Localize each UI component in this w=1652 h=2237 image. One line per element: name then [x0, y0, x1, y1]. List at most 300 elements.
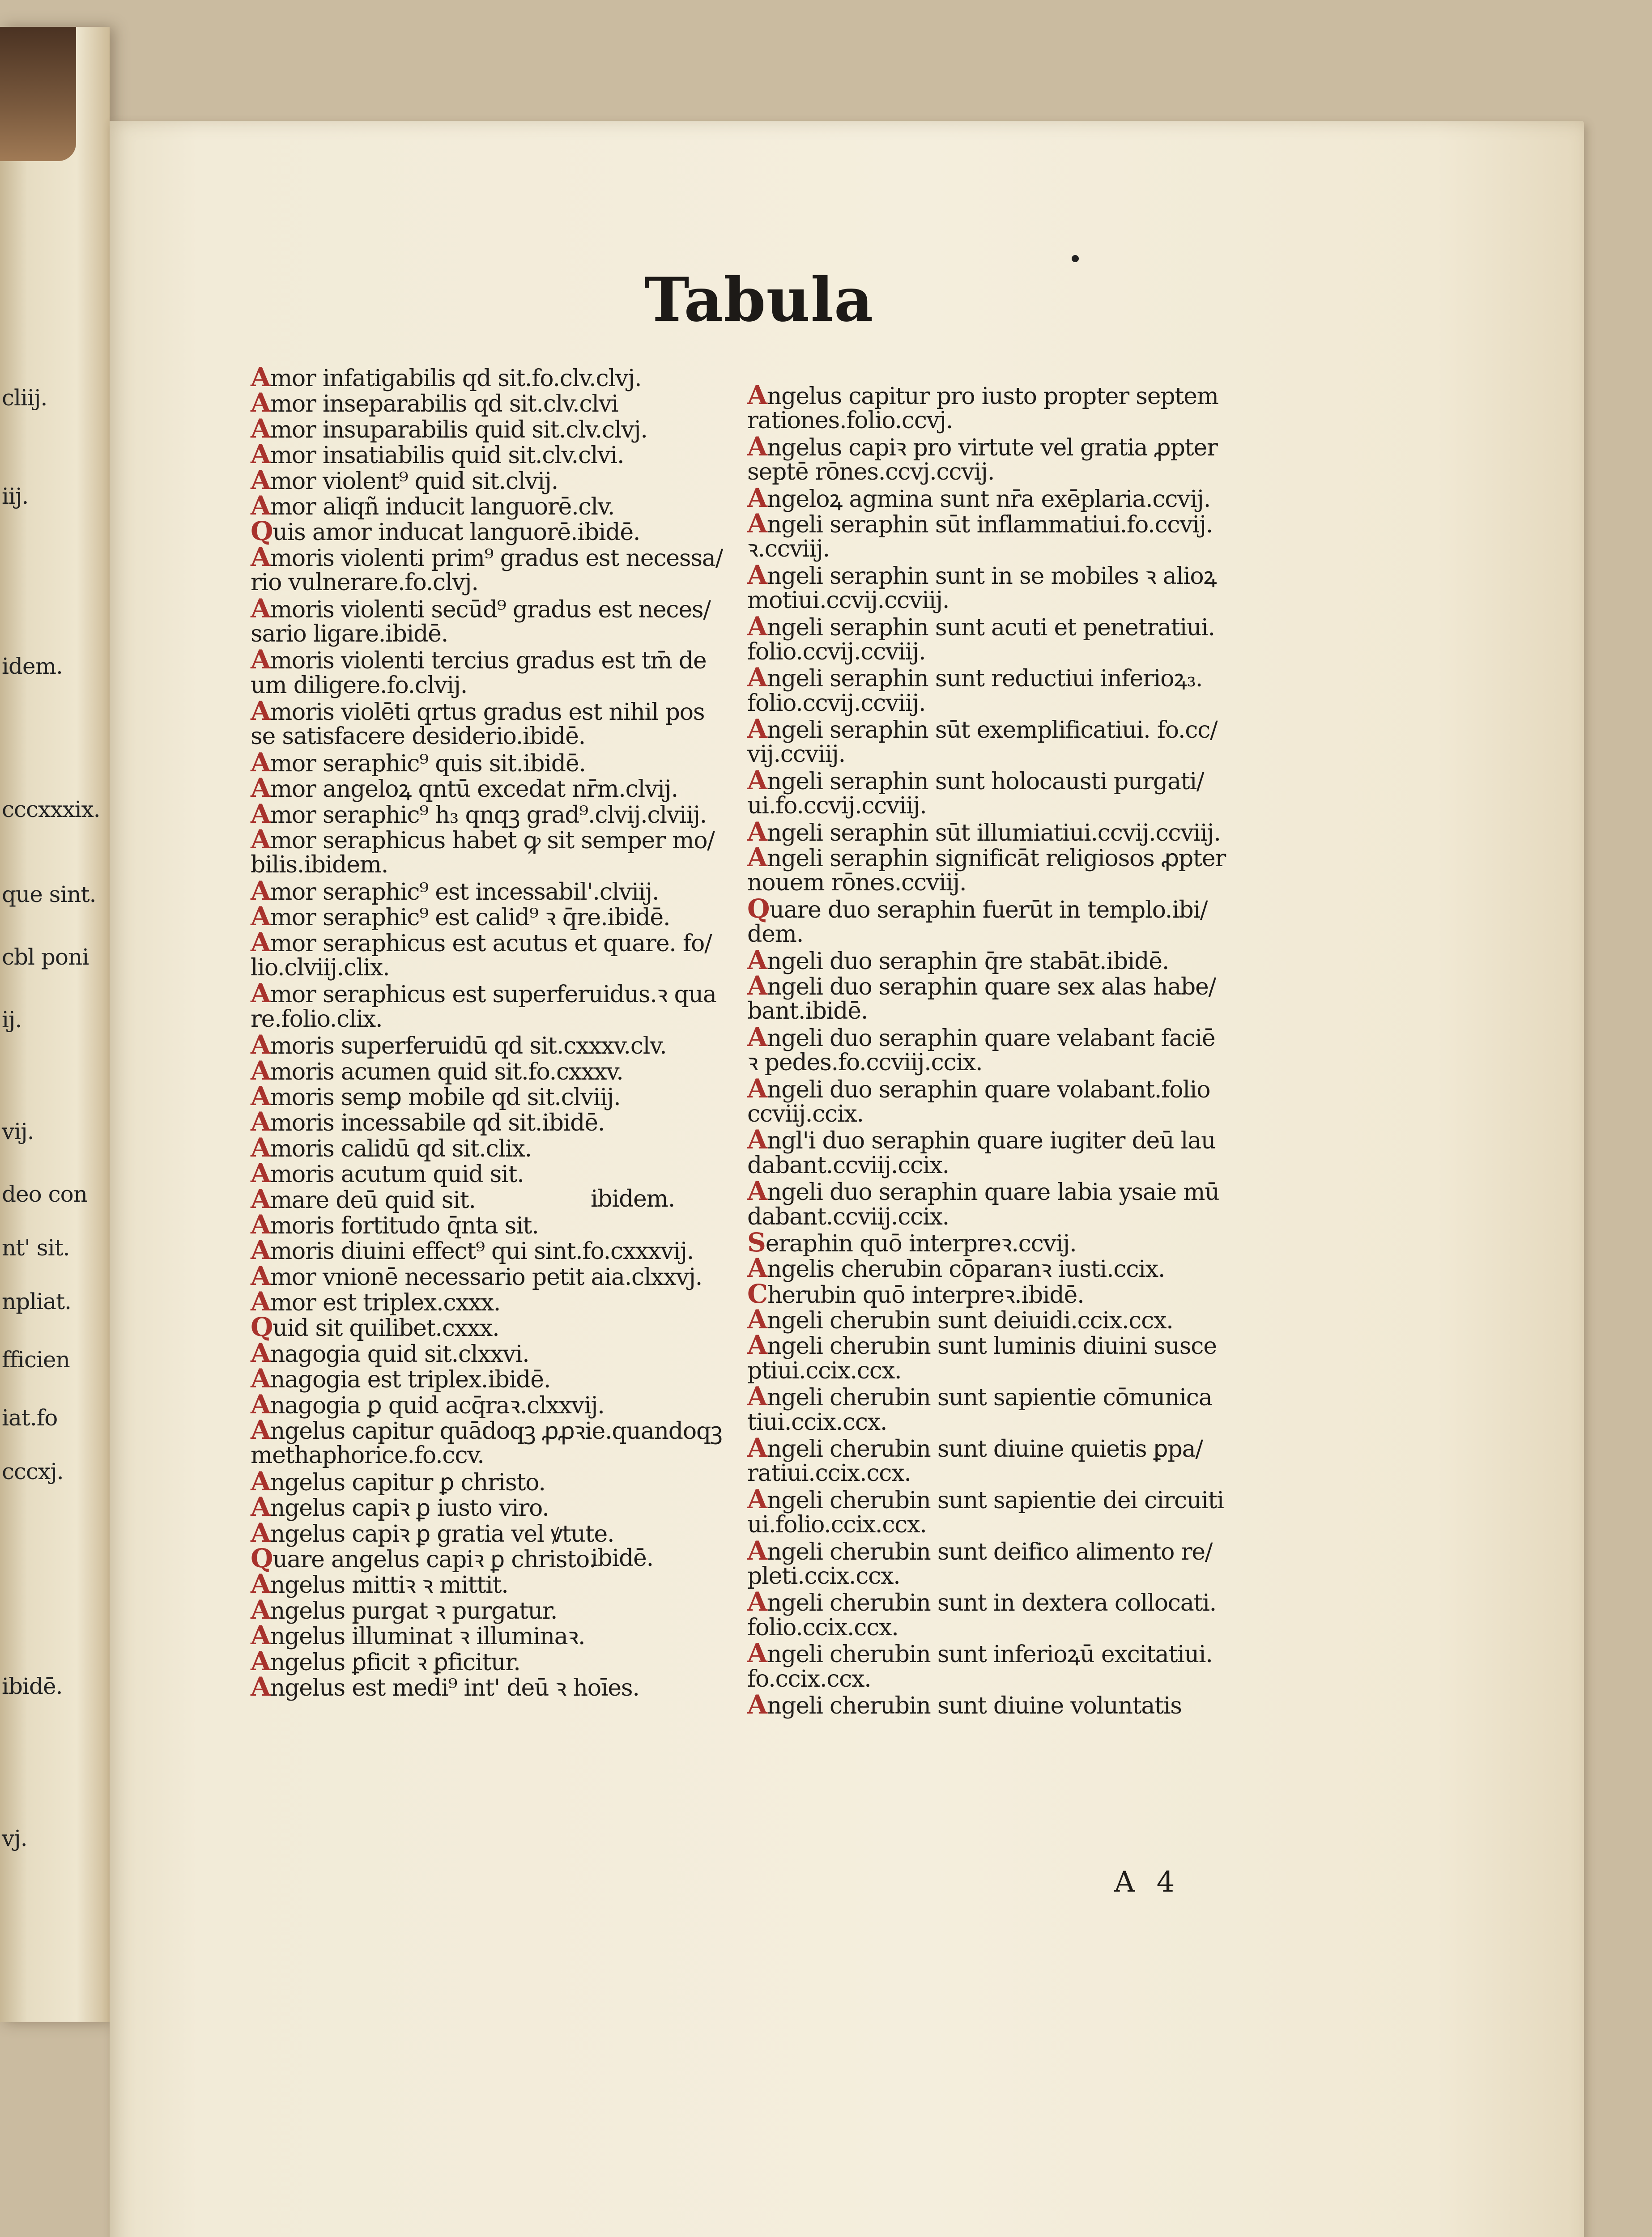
rubricated-initial: A — [251, 1492, 270, 1523]
index-entry — [747, 691, 1257, 716]
ink-dot — [1072, 255, 1079, 262]
index-entry — [251, 927, 747, 957]
index-entry — [251, 955, 747, 981]
rubricated-initial: A — [747, 1586, 767, 1617]
rubricated-initial: A — [251, 1080, 270, 1111]
rubricated-initial: A — [747, 380, 767, 410]
entry-text: dabant.ccviij.ccix. — [747, 1203, 949, 1230]
index-entry — [747, 922, 1257, 947]
left-page-fragment: idem. — [2, 653, 63, 679]
rubricated-initial: A — [251, 362, 270, 392]
entry-text: ngelis cherubin cōparanꝛ iusti.ccix. — [766, 1256, 1165, 1283]
entry-text: ngeloꝝ agmina sunt nr̄a exēplaria.ccvij. — [766, 485, 1211, 513]
index-entry — [747, 1535, 1257, 1566]
rubricated-initial: Q — [747, 893, 770, 924]
entry-text: rationes.folio.ccvj. — [747, 407, 953, 434]
index-entry — [251, 362, 747, 392]
entry-text: folio.ccvij.ccviij. — [747, 689, 926, 717]
entry-text: mor aliqñ inducit languorē.clv. — [270, 493, 615, 520]
rubricated-initial: S — [747, 1227, 766, 1258]
entry-text: moris violenti secūd⁹ gradus est neces/ — [270, 596, 711, 623]
index-entry — [747, 1176, 1257, 1207]
index-entry — [251, 1080, 747, 1111]
rubricated-initial: A — [747, 1484, 767, 1514]
left-page-fragment: vij. — [2, 1118, 34, 1144]
index-entry — [251, 593, 747, 624]
entry-text: ngelus capiꝛ ꝑ gratia vel ꝟtute. — [270, 1520, 614, 1548]
index-entry — [747, 1101, 1257, 1127]
entry-text: moris violēti qrtus gradus est nihil pos — [270, 699, 705, 726]
rubricated-initial: A — [251, 824, 270, 855]
index-entry — [251, 1337, 747, 1368]
index-entry — [747, 1124, 1257, 1155]
index-entry — [251, 673, 747, 698]
rubricated-initial: A — [251, 696, 270, 727]
index-entry — [747, 1358, 1257, 1384]
rubricated-initial: A — [251, 1235, 270, 1266]
entry-text: tiui.ccix.ccx. — [747, 1408, 887, 1436]
index-entry — [747, 662, 1257, 693]
entry-text: ngeli seraphin sūt exemplificatiui. fo.cc/ — [766, 717, 1218, 744]
entry-text: moris diuini effect⁹ qui sint.fo.cxxxvij. — [270, 1238, 694, 1265]
rubricated-initial: A — [747, 559, 767, 590]
entry-text: mor seraphic⁹ est incessabil'.clviij. — [270, 878, 659, 906]
entry-text: mor insatiabilis quid sit.clv.clvi. — [270, 442, 624, 469]
rubricated-initial: A — [251, 1389, 270, 1420]
entry-text: ngeli duo seraphin quare labia ysaie mū — [766, 1179, 1219, 1206]
index-entry — [251, 1571, 747, 1597]
rubricated-initial: A — [251, 1363, 270, 1394]
entry-text: nagogia ꝑ quid acq̄raꝛ.clxxvij. — [270, 1392, 605, 1419]
index-entry — [251, 570, 747, 595]
index-entry — [747, 611, 1257, 642]
rubricated-initial: A — [251, 1337, 270, 1368]
entry-text: lio.clviij.clix. — [251, 954, 390, 981]
rubricated-initial: A — [747, 662, 767, 693]
index-entry — [747, 380, 1257, 410]
entry-text: ngelus mittiꝛ ꝛ mittit. — [270, 1572, 508, 1599]
entry-text: bant.ibidē. — [747, 998, 868, 1025]
entry-text: ngeli cherubin sunt diuine quietis ꝑpa/ — [766, 1436, 1203, 1463]
entry-text: dabant.ccviij.ccix. — [747, 1152, 949, 1179]
index-entry — [747, 1153, 1257, 1178]
entry-text: ngeli cherubin sunt inferioꝝū excitatiui. — [766, 1641, 1213, 1668]
index-entry — [251, 1029, 747, 1060]
left-page-fragment: iij. — [2, 483, 29, 509]
rubricated-initial: A — [747, 482, 767, 513]
index-entry — [747, 408, 1257, 434]
index-entry — [747, 1638, 1257, 1669]
index-entry — [251, 724, 747, 749]
entry-text: pleti.ccix.ccx. — [747, 1562, 900, 1590]
rubricated-initial: A — [747, 1433, 767, 1463]
index-entry — [747, 508, 1257, 539]
entry-text: ptiui.ccix.ccx. — [747, 1357, 902, 1384]
rubricated-initial: A — [251, 1029, 270, 1060]
index-entry — [747, 559, 1257, 590]
rubricated-initial: A — [747, 1689, 767, 1720]
index-entry — [747, 1381, 1257, 1412]
rubricated-initial: A — [747, 1124, 767, 1155]
entry-text: sario ligare.ibidē. — [251, 620, 448, 647]
left-page-fragment: nt' sit. — [2, 1235, 70, 1261]
index-entry — [251, 644, 747, 675]
rubricated-initial: A — [251, 1286, 270, 1317]
index-entry — [747, 639, 1257, 665]
rubricated-initial: A — [747, 508, 767, 539]
entry-text: mor infatigabilis qd sit.fo.clv.clvj. — [270, 365, 642, 392]
index-entry — [251, 516, 747, 547]
index-entry — [251, 1132, 747, 1163]
rubricated-initial: A — [747, 714, 767, 744]
rubricated-initial: A — [747, 1176, 767, 1207]
index-entry — [747, 1586, 1257, 1617]
entry-text: moris superferuidū qd sit.cxxxv.clv. — [270, 1033, 667, 1060]
index-entry — [251, 1007, 747, 1032]
index-entry — [251, 1286, 747, 1317]
entry-text: ngeli seraphin sunt holocausti purgati/ — [766, 768, 1204, 795]
entry-text: ccviij.ccix. — [747, 1100, 864, 1127]
entry-text: ꝛ.ccviij. — [747, 536, 830, 563]
rubricated-initial: A — [251, 1620, 270, 1651]
entry-text: mor violent⁹ quid sit.clvij. — [270, 468, 558, 495]
index-entry — [251, 1671, 747, 1702]
rubricated-initial: A — [747, 611, 767, 642]
rubricated-initial: A — [747, 1021, 767, 1052]
entry-text: uis amor inducat languorē.ibidē. — [272, 519, 640, 546]
rubricated-initial: A — [747, 765, 767, 795]
entry-text: ngeli duo seraphin quare volabant.folio — [766, 1076, 1210, 1103]
index-entry — [251, 1235, 747, 1266]
rubricated-initial: A — [747, 431, 767, 462]
book-spine — [0, 27, 76, 161]
entry-text: ngelus capitur pro iusto propter septem — [766, 383, 1218, 410]
index-column-left — [251, 362, 747, 1702]
entry-text: ngeli seraphin sūt inflammatiui.fo.ccvij. — [766, 511, 1213, 538]
entry-text: nagogia quid sit.clxxvi. — [270, 1340, 529, 1368]
index-column-right — [747, 380, 1257, 1720]
entry-text: ngeli seraphin significāt religiosos ꝓpter — [766, 845, 1226, 872]
entry-text: nagogia est triplex.ibidē. — [270, 1366, 551, 1394]
rubricated-initial: A — [747, 1381, 767, 1412]
rubricated-initial: A — [747, 816, 767, 847]
entry-text: ngeli cherubin sunt in dextera collocati. — [766, 1590, 1216, 1617]
entry-text: dem. — [747, 921, 804, 948]
entry-text: mor angeloꝝ qntū excedat nr̄m.clvij. — [270, 776, 678, 803]
entry-text: ꝛ pedes.fo.ccviij.ccix. — [747, 1049, 983, 1076]
entry-text: bilis.ibidem. — [251, 851, 388, 879]
index-entry — [747, 536, 1257, 562]
entry-text: methaphorice.fo.ccv. — [251, 1442, 484, 1469]
rubricated-initial: A — [251, 1594, 270, 1625]
index-entry — [747, 1667, 1257, 1692]
index-entry — [251, 1646, 747, 1676]
rubricated-initial: A — [251, 593, 270, 624]
left-page-fragment: ibidē. — [2, 1673, 63, 1699]
index-entry — [251, 1594, 747, 1625]
rubricated-initial: A — [747, 1638, 767, 1669]
rubricated-initial: Q — [251, 1543, 273, 1574]
entry-text: septē rōnes.ccvj.ccvij. — [747, 459, 995, 486]
left-page-fragment: que sint. — [2, 881, 96, 907]
left-page-fragment: iat.fo — [2, 1405, 58, 1431]
index-entry — [251, 1517, 747, 1548]
entry-text: mor seraphicus est superferuidus.ꝛ qua — [270, 981, 716, 1008]
index-entry — [747, 742, 1257, 767]
rubricated-initial: A — [251, 644, 270, 675]
rubricated-initial: A — [251, 1183, 270, 1214]
index-entry — [251, 1158, 747, 1189]
left-page-fragment: cccxj. — [2, 1459, 64, 1484]
left-page-fragment: cccxxxix. — [2, 796, 100, 822]
rubricated-initial: A — [747, 842, 767, 873]
index-entry — [747, 1227, 1257, 1258]
rubricated-initial: A — [251, 1158, 270, 1189]
entry-reference: ibidem. — [591, 1185, 675, 1212]
index-entry — [251, 1055, 747, 1086]
rubricated-initial: A — [251, 1055, 270, 1086]
index-entry — [747, 1330, 1257, 1361]
index-entry — [251, 1620, 747, 1651]
entry-text: mor est triplex.cxxx. — [270, 1289, 501, 1317]
index-entry — [747, 1564, 1257, 1589]
index-entry — [251, 387, 747, 418]
index-entry — [747, 1073, 1257, 1104]
entry-text: ngelus est medi⁹ int' deū ꝛ hoīes. — [270, 1674, 639, 1701]
entry-text: folio.ccvij.ccviij. — [747, 638, 926, 665]
entry-reference: ibidē. — [591, 1544, 653, 1572]
rubricated-initial: A — [251, 1569, 270, 1599]
entry-text: moris incessabile qd sit.ibidē. — [270, 1110, 605, 1137]
entry-text: ngeli cherubin sunt sapientie cōmunica — [766, 1384, 1212, 1412]
index-entry — [251, 439, 747, 470]
rubricated-initial: A — [251, 464, 270, 495]
index-entry — [251, 1183, 747, 1214]
entry-text: eraphin quō interpreꝛ.ccvij. — [765, 1230, 1077, 1257]
rubricated-initial: A — [251, 927, 270, 957]
rubricated-initial: A — [747, 1535, 767, 1566]
index-entry — [747, 1278, 1257, 1309]
index-entry — [251, 464, 747, 495]
index-entry — [747, 431, 1257, 462]
rubricated-initial: A — [747, 1304, 767, 1335]
entry-text: rio vulnerare.fo.clvj. — [251, 569, 478, 596]
entry-text: se satisfacere desiderio.ibidē. — [251, 723, 585, 750]
entry-text: ngelus capitur ꝑ christo. — [270, 1469, 545, 1496]
index-entry — [747, 1253, 1257, 1284]
entry-text: ngeli duo seraphin quare sex alas habe/ — [766, 973, 1216, 1000]
entry-text: moris calidū qd sit.clix. — [270, 1135, 532, 1162]
rubricated-initial: A — [747, 970, 767, 1001]
index-entry — [251, 1312, 747, 1343]
index-entry — [251, 1209, 747, 1240]
entry-text: mare deū quid sit. — [270, 1187, 476, 1214]
rubricated-initial: A — [251, 1517, 270, 1548]
index-entry — [251, 696, 747, 727]
entry-text: ratiui.ccix.ccx. — [747, 1460, 911, 1487]
index-entry — [747, 970, 1257, 1001]
entry-text: ngelus illuminat ꝛ illuminaꝛ. — [270, 1623, 585, 1650]
rubricated-initial: A — [251, 490, 270, 521]
index-entry — [251, 490, 747, 521]
left-page-fragment: cliij. — [2, 385, 47, 411]
rubricated-initial: A — [251, 541, 270, 572]
index-entry — [747, 1410, 1257, 1435]
entry-text: ngeli seraphin sunt acuti et penetratiui. — [766, 614, 1215, 641]
index-entry — [747, 944, 1257, 975]
entry-text: ngeli seraphin sunt in se mobiles ꝛ alioꝝ — [766, 562, 1217, 590]
entry-text: moris fortitudo q̄nta sit. — [270, 1212, 539, 1239]
entry-text: nouem rōnes.ccviij. — [747, 869, 967, 897]
entry-text: mor seraphicus est acutus et quare. fo/ — [270, 930, 712, 957]
entry-text: ngelus purgat ꝛ purgatur. — [270, 1597, 558, 1625]
rubricated-initial: A — [251, 1106, 270, 1137]
index-entry — [251, 1415, 747, 1446]
index-entry — [747, 716, 1257, 742]
index-entry — [251, 541, 747, 572]
entry-text: uare duo seraphin fuerūt in templo.ibi/ — [769, 896, 1208, 923]
rubricated-initial: A — [251, 1415, 270, 1446]
entry-text: moris violenti tercius gradus est tm̄ de — [270, 647, 707, 675]
rubricated-initial: A — [251, 773, 270, 804]
entry-text: mor vnionē necessario petit aia.clxxvj. — [270, 1263, 703, 1291]
index-entry — [747, 459, 1257, 485]
entry-text: um diligere.fo.clvij. — [251, 672, 468, 699]
index-entry — [747, 1484, 1257, 1514]
index-entry — [251, 901, 747, 932]
entry-text: mor insuparabilis quid sit.clv.clvj. — [270, 416, 647, 443]
entry-text: ui.folio.ccix.ccx. — [747, 1511, 927, 1539]
rubricated-initial: A — [251, 1671, 270, 1702]
entry-text: vij.ccviij. — [747, 741, 845, 768]
index-entry — [747, 842, 1257, 873]
index-entry — [251, 1443, 747, 1468]
entry-text: moris acutum quid sit. — [270, 1161, 524, 1188]
index-entry — [251, 1543, 747, 1574]
entry-text: motiui.ccvij.ccviij. — [747, 587, 949, 614]
entry-text: mor seraphic⁹ h₃ qnqꝫ grad⁹.clvij.clviij. — [270, 801, 707, 829]
entry-text: ngeli duo seraphin q̄re stabāt.ibidē. — [766, 948, 1169, 975]
index-entry — [747, 1050, 1257, 1076]
index-entry — [747, 1512, 1257, 1538]
rubricated-initial: A — [251, 413, 270, 444]
left-page-fragment: ij. — [2, 1007, 22, 1033]
index-entry — [251, 875, 747, 906]
rubricated-initial: Q — [251, 1312, 273, 1343]
entry-text: folio.ccix.ccx. — [747, 1614, 898, 1641]
index-entry — [747, 1204, 1257, 1230]
index-entry — [251, 413, 747, 444]
index-entry — [747, 1021, 1257, 1052]
rubricated-initial: A — [251, 978, 270, 1009]
rubricated-initial: A — [251, 1466, 270, 1497]
index-entry — [747, 1461, 1257, 1486]
rubricated-initial: A — [251, 1132, 270, 1163]
index-entry — [747, 765, 1257, 795]
index-entry — [747, 816, 1257, 847]
entry-text: ngeli duo seraphin quare velabant faciē — [766, 1025, 1215, 1052]
entry-text: ngelus capitur quādoqꝫ ꝓꝓꝛie.quandoqꝫ — [270, 1418, 722, 1445]
rubricated-initial: A — [251, 747, 270, 778]
entry-text: ngeli cherubin sunt diuine voluntatis — [766, 1692, 1182, 1719]
rubricated-initial: A — [251, 387, 270, 418]
entry-text: mor seraphic⁹ quis sit.ibidē. — [270, 750, 586, 777]
entry-text: ngelus capiꝛ ꝑ iusto viro. — [270, 1495, 549, 1522]
entry-text: ngelus ꝑficit ꝛ ꝑficitur. — [270, 1649, 520, 1676]
rubricated-initial: A — [251, 875, 270, 906]
entry-text: ngelus capiꝛ pro virtute vel gratia ꝓpter — [766, 434, 1218, 461]
entry-text: ngeli cherubin sunt luminis diuini susce — [766, 1333, 1217, 1360]
signature-mark: A 4 — [1114, 1866, 1181, 1899]
index-entry — [747, 1689, 1257, 1720]
entry-text: moris semꝑ mobile qd sit.clviij. — [270, 1084, 621, 1111]
index-entry — [251, 621, 747, 647]
rubricated-initial: A — [747, 944, 767, 975]
left-page-fragment: deo con — [2, 1181, 87, 1207]
entry-text: herubin quō interpreꝛ.ibidē. — [767, 1281, 1084, 1309]
index-entry — [251, 1363, 747, 1394]
index-entry — [747, 870, 1257, 896]
entry-text: moris violenti prim⁹ gradus est necessa/ — [270, 544, 723, 572]
previous-page-edge — [0, 27, 110, 2022]
entry-text: uid sit quilibet.cxxx. — [272, 1315, 499, 1342]
entry-text: ngeli cherubin sunt sapientie dei circuiti — [766, 1487, 1224, 1514]
entry-text: ngeli cherubin sunt deiuidi.ccix.ccx. — [766, 1307, 1173, 1335]
index-entry — [251, 1260, 747, 1291]
index-entry — [251, 773, 747, 804]
rubricated-initial: A — [251, 439, 270, 470]
entry-text: ui.fo.ccvij.ccviij. — [747, 792, 927, 820]
index-entry — [747, 482, 1257, 513]
page-title: Tabula — [644, 264, 874, 335]
rubricated-initial: A — [251, 798, 270, 829]
index-entry — [251, 1389, 747, 1420]
entry-text: re.folio.clix. — [251, 1005, 383, 1033]
rubricated-initial: A — [251, 901, 270, 932]
index-entry — [747, 893, 1257, 924]
index-entry — [251, 798, 747, 829]
entry-text: mor seraphic⁹ est calid⁹ ꝛ q̄re.ibidē. — [270, 904, 670, 931]
index-entry — [747, 1435, 1257, 1461]
left-page-fragment: vj. — [2, 1825, 27, 1851]
rubricated-initial: A — [747, 1330, 767, 1361]
index-entry — [251, 747, 747, 778]
index-entry — [747, 1615, 1257, 1641]
rubricated-initial: Q — [251, 516, 273, 547]
index-entry — [251, 1492, 747, 1523]
index-entry — [251, 852, 747, 878]
entry-text: mor seraphicus habet ꝙ sit semper mo/ — [270, 827, 715, 855]
entry-text: ngeli cherubin sunt deifico alimento re/ — [766, 1538, 1213, 1565]
left-page-fragment: cbl poni — [2, 944, 89, 970]
index-entry — [747, 793, 1257, 819]
entry-text: ngeli seraphin sunt reductiui inferioꝝ₃. — [766, 665, 1203, 693]
index-entry — [251, 1466, 747, 1497]
rubricated-initial: C — [747, 1278, 767, 1309]
rubricated-initial: A — [747, 1073, 767, 1104]
entry-text: moris acumen quid sit.fo.cxxxv. — [270, 1058, 623, 1085]
entry-text: ngl'i duo seraphin quare iugiter deū lau — [766, 1127, 1216, 1155]
index-entry — [747, 1304, 1257, 1335]
entry-text: fo.ccix.ccx. — [747, 1665, 871, 1693]
rubricated-initial: A — [251, 1260, 270, 1291]
index-entry — [251, 978, 747, 1009]
rubricated-initial: A — [251, 1646, 270, 1676]
left-page-fragment: npliat. — [2, 1289, 71, 1314]
index-entry — [251, 824, 747, 855]
index-entry — [747, 588, 1257, 613]
entry-text: ngeli seraphin sūt illumiatiui.ccvij.ccviij. — [766, 819, 1221, 846]
